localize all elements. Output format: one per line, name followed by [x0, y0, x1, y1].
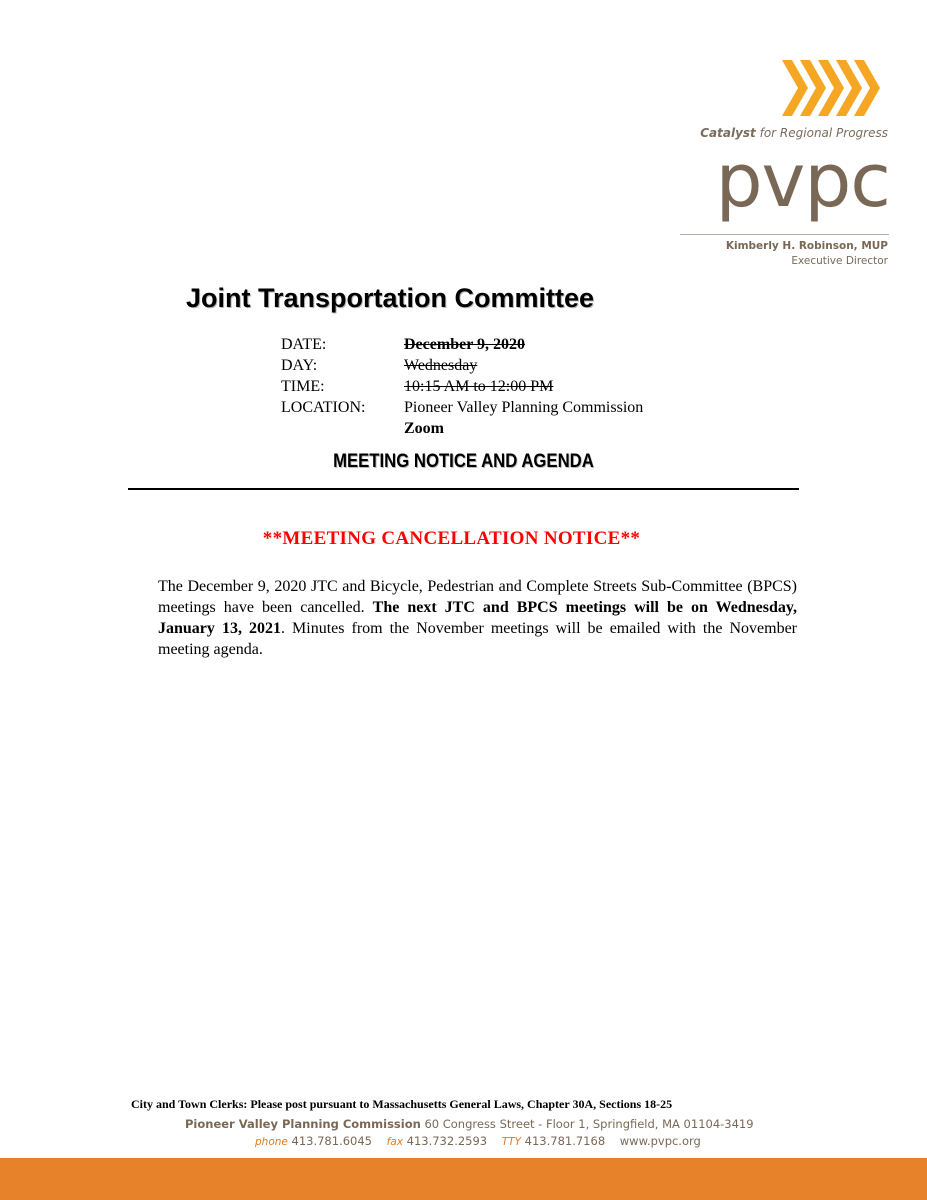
clerks-posting-note: City and Town Clerks: Please post pursuant to Massachusetts General Laws, Chapter 30A, Sections 18-25 [131, 1097, 673, 1111]
notice-text-next-meeting: The next JTC and BPCS meetings will be on Wednesday, January 13, 2021 [158, 599, 797, 637]
logo-wordmark: pvpc [715, 138, 890, 224]
time-value: 10:15 AM to 12:00 PM [404, 378, 554, 395]
logo-divider [680, 234, 889, 235]
notice-text-intro: The December 9, 2020 JTC and Bicycle, Pedestrian and Complete Streets Sub-Committee (BPCS) meetings have been cancelled. [158, 578, 797, 616]
time-label: TIME: [281, 378, 325, 395]
location-value-zoom: Zoom [404, 420, 444, 437]
tty-label: TTY [501, 1136, 521, 1148]
fax-label: fax [386, 1136, 403, 1148]
chevron-arrows-icon [780, 56, 888, 120]
date-label: DATE: [281, 336, 327, 353]
heading-divider [128, 488, 799, 490]
fax-number: 413.732.2593 [402, 1134, 488, 1148]
document-title: Joint Transportation Committee [186, 283, 595, 313]
tty-number: 413.781.7168 [521, 1134, 606, 1148]
location-value: Pioneer Valley Planning Commission [404, 399, 644, 416]
org-address-line [185, 1117, 754, 1131]
website-link[interactable]: www.pvpc.org [619, 1134, 701, 1148]
pvpc-logo [680, 52, 890, 272]
footer-color-bar [0, 1158, 927, 1200]
contact-line [255, 1134, 701, 1148]
date-value: December 9, 2020 [404, 336, 525, 353]
director-title: Executive Director [791, 255, 888, 267]
cancellation-notice: **MEETING CANCELLATION NOTICE** [262, 528, 641, 549]
phone-number: 413.781.6045 [287, 1134, 372, 1148]
org-address: 60 Congress Street - Floor 1, Springfield, MA 01104-3419 [420, 1117, 754, 1131]
phone-label: phone [255, 1136, 288, 1148]
agenda-heading: MEETING NOTICE AND AGENDA [333, 451, 594, 472]
logo-tagline: Catalyst for Regional Progress [700, 126, 888, 140]
notice-paragraph [158, 576, 797, 660]
org-name: Pioneer Valley Planning Commission [185, 1117, 421, 1131]
location-label: LOCATION: [281, 399, 366, 416]
day-value: Wednesday [404, 357, 478, 374]
day-label: DAY: [281, 357, 318, 374]
director-name: Kimberly H. Robinson, MUP [725, 240, 888, 252]
notice-text-minutes: . Minutes from the November meetings will be emailed with the November meeting agenda. [158, 620, 797, 658]
